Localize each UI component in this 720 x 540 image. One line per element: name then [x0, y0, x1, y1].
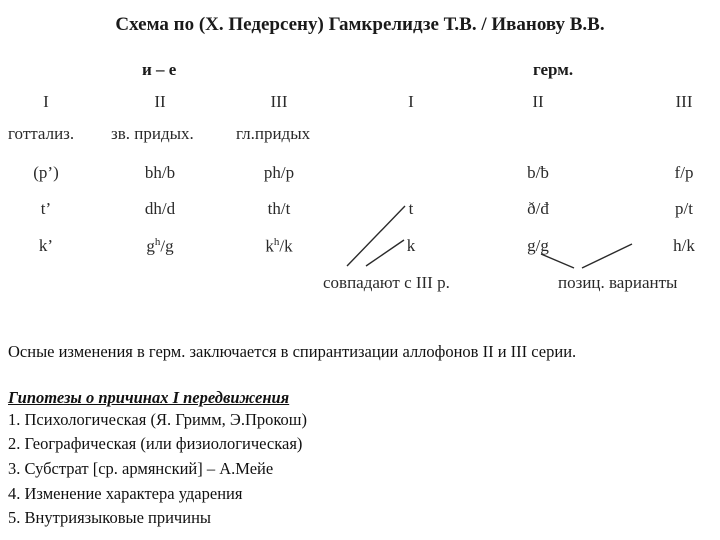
main-paragraph: Осные изменения в герм. заключается в спирантизации аллофонов II и III серии.: [8, 342, 577, 361]
note-coincide: совпадают с III р.: [323, 273, 450, 292]
hypotheses-heading: Гипотезы о причинах I передвижения: [8, 388, 290, 407]
hypothesis-item: 2. Географическая (или физиологическая): [8, 434, 303, 453]
line-hk-to-variants: [582, 244, 632, 268]
cell-r1-ie3: ph/p: [263, 163, 295, 182]
cell-r2-ie2: dh/d: [144, 199, 176, 218]
hypothesis-item: 5. Внутриязыковые причины: [8, 508, 211, 527]
cell-r3-ie2-base: g: [146, 236, 155, 256]
cell-r3-ie3-base: k: [265, 236, 274, 256]
cell-r3-ie1: k’: [38, 236, 54, 255]
cell-r3-ie2-rest: /g: [160, 236, 174, 256]
cell-r1-germ3: f/p: [674, 163, 694, 182]
group-header-ie: и – е: [142, 60, 177, 79]
hypothesis-item: 1. Психологическая (Я. Гримм, Э.Прокош): [8, 410, 307, 429]
page-title: Схема по (Х. Педерсену) Гамкрелидзе Т.В. / Иванову В.В.: [115, 14, 605, 35]
line-t-to-coincide: [347, 206, 405, 266]
cell-r2-ie1: t’: [40, 199, 52, 218]
cell-r2-germ2: ð/đ: [527, 199, 549, 218]
cell-r2-germ3: p/t: [675, 199, 693, 218]
column-ie-2: II: [154, 92, 166, 111]
group-header-germ: герм.: [533, 60, 574, 79]
column-germ-1: I: [408, 92, 414, 111]
category-voiced-aspirated: зв. придых.: [111, 124, 194, 143]
column-germ-2: II: [532, 92, 544, 111]
column-ie-3: III: [270, 92, 288, 111]
cell-r3-germ2: g/g: [527, 236, 549, 255]
cell-r3-ie3-sup: h: [273, 236, 280, 248]
hypothesis-item: 4. Изменение характера ударения: [8, 484, 243, 503]
cell-r1-germ2: b/ƀ: [527, 163, 549, 182]
column-ie-1: I: [43, 92, 49, 111]
cell-r1-ie2: bh/b: [144, 163, 176, 182]
column-germ-3: III: [675, 92, 693, 111]
cell-r3-germ3: h/k: [673, 236, 695, 255]
cell-r1-ie1: (p’): [33, 163, 59, 182]
hypothesis-item: 3. Субстрат [ср. армянский] – А.Мейе: [8, 459, 274, 478]
cell-r2-ie3: th/t: [267, 199, 291, 218]
line-k-to-coincide: [366, 240, 404, 266]
line-gg-to-variants: [541, 254, 574, 268]
cell-r3-ie2-sup: h: [154, 236, 161, 248]
note-variants: позиц. варианты: [558, 273, 678, 292]
cell-r2-germ1: t: [408, 199, 414, 218]
category-glottalized: готтализ.: [8, 124, 75, 143]
cell-r3-ie3-rest: /k: [279, 236, 293, 256]
category-voiceless-aspirated: гл.придых: [236, 124, 311, 143]
cell-r3-germ1: k: [406, 236, 416, 255]
